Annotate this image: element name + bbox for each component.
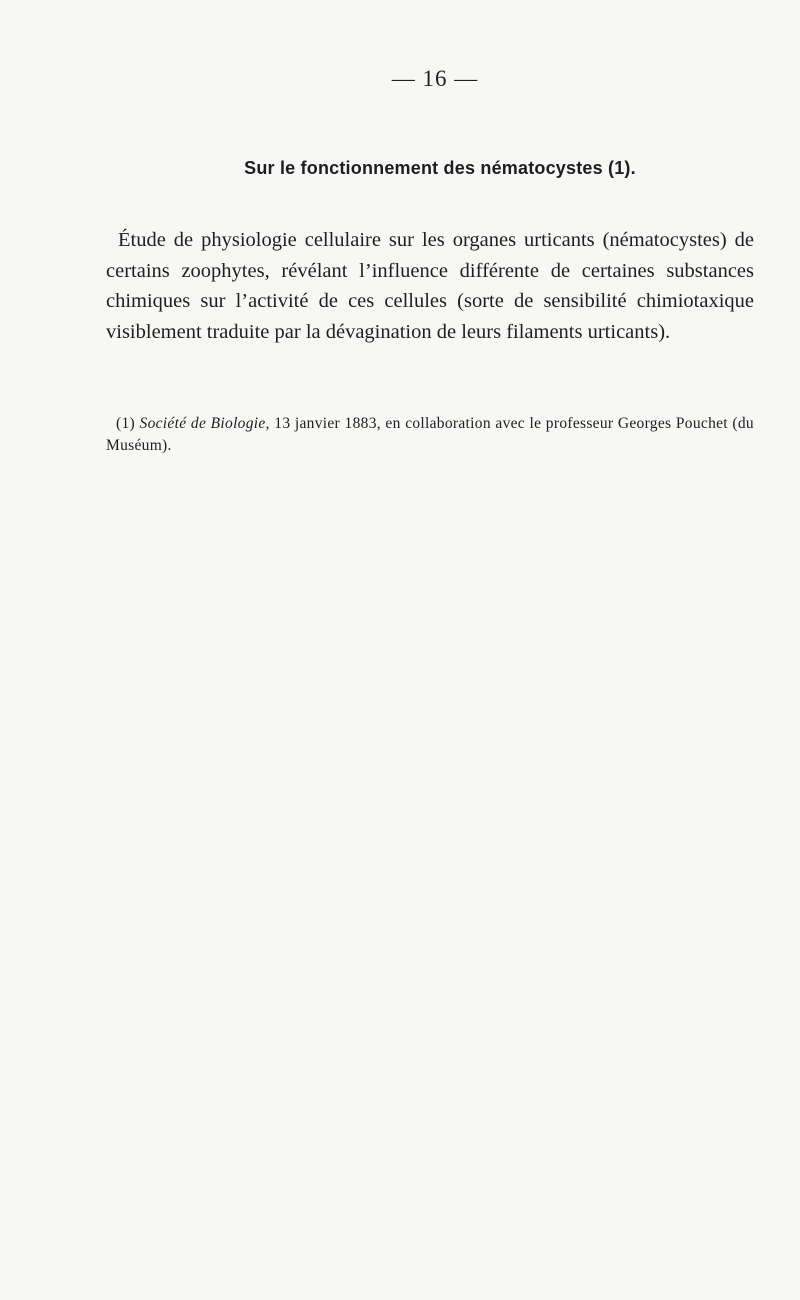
footnote-marker: (1)	[116, 415, 135, 432]
footnote-journal: Société de Biologie,	[139, 415, 270, 432]
section-title: Sur le fonctionnement des nématocystes (1).	[244, 158, 636, 178]
footnote-text: 13 janvier 1883, en collaboration avec le professeur Georges Pouchet (du Muséum).	[106, 415, 754, 454]
body-paragraph: Étude de physiologie cellulaire sur les organes urticants (nématocystes) de certains zoophytes, révélant l’influence différente de certaines substances chimiques sur l’activité de ces cellules (sorte de sensibilité chimiotaxique visiblement traduite par la dévagination de leurs filaments urticants).	[106, 229, 754, 343]
footnote	[106, 413, 754, 457]
page-number: — 16 —	[391, 66, 479, 91]
